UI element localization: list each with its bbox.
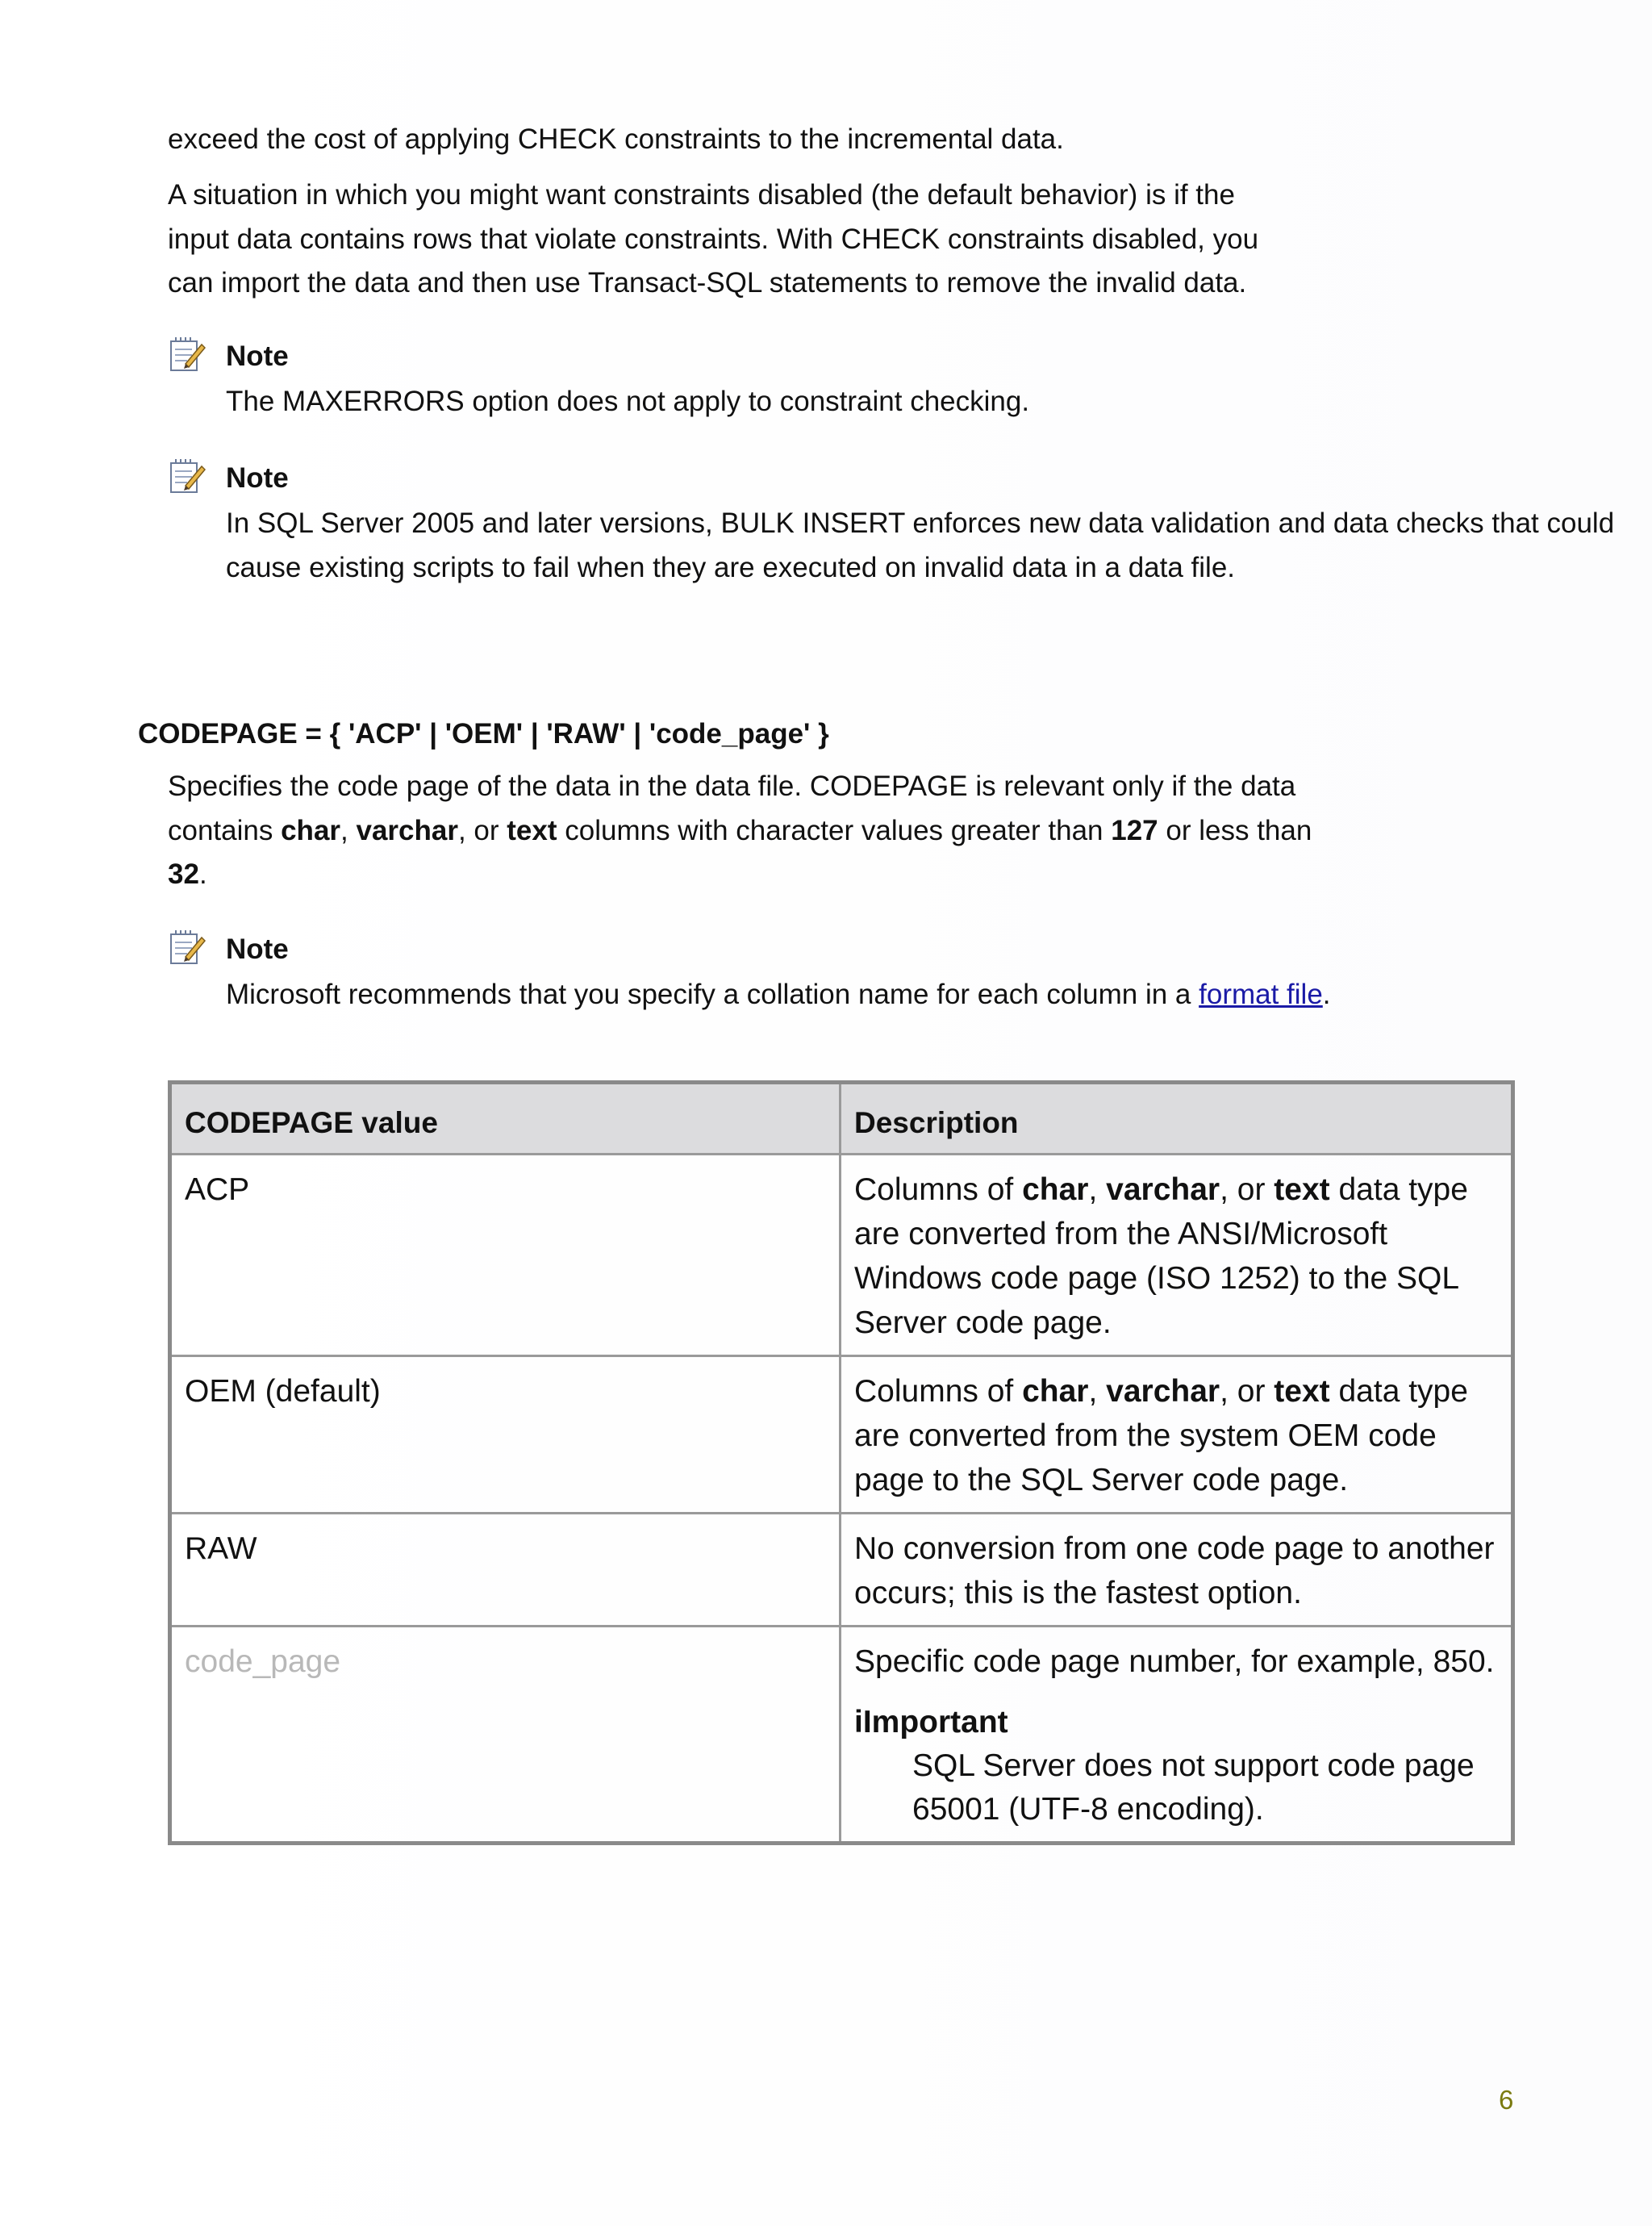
keyword-text: text [507,814,557,846]
codepage-value-cell: RAW [170,1514,841,1627]
keyword-varchar: varchar [356,814,458,846]
codepage-table [168,1080,1515,1845]
codepage-description: Specifies the code page of the data in the data file. CODEPAGE is relevant only if the data contains char, varchar, or text columns with character values greater than 127 or less than 32. [168,771,1312,890]
value-32: 32 [168,858,199,890]
table-header-row [170,1083,1513,1155]
column-header-codepage-value: CODEPAGE value [170,1083,841,1155]
note-title: Note [226,340,289,372]
table-row [170,1356,1513,1514]
description-cell: Columns of char, varchar, or text data type are converted from the system OEM code page to the SQL Server code page. [841,1356,1513,1514]
codepage-value-cell: code_page [170,1627,841,1844]
table-row [170,1155,1513,1356]
codepage-heading: CODEPAGE = { 'ACP' | 'OEM' | 'RAW' | 'code_page' } [138,718,829,750]
note-icon [168,457,206,495]
note-body: In SQL Server 2005 and later versions, BULK INSERT enforces new data validation and data checks that could cause existing scripts to fail when they are executed on invalid data in a data file. [226,507,1615,583]
table-row [170,1627,1513,1844]
note-body: The MAXERRORS option does not apply to constraint checking. [226,386,1030,417]
intro-paragraph: A situation in which you might want constraints disabled (the default behavior) is if the input data contains rows that violate constraints. With CHECK constraints disabled, you can import the data and then use Transact-SQL statements to remove the invalid data. [168,179,1259,299]
note-title: Note [226,462,289,494]
important-body: SQL Server does not support code page 65001 (UTF-8 encoding). [912,1748,1475,1827]
description-cell: Columns of char, varchar, or text data type are converted from the ANSI/Microsoft Windows code page (ISO 1252) to the SQL Server code page. [841,1155,1513,1356]
page-number: 6 [1499,2085,1514,2115]
format-file-link[interactable]: format file [1199,979,1323,1010]
description-cell: No conversion from one code page to another occurs; this is the fastest option. [841,1514,1513,1627]
keyword-char: char [281,814,341,846]
important-title: iImportant [854,1705,1008,1739]
codepage-value-cell: ACP [170,1155,841,1356]
note-icon [168,928,206,967]
codepage-value-cell: OEM (default) [170,1356,841,1514]
note-title: Note [226,933,289,965]
table-row [170,1514,1513,1627]
note-body: Microsoft recommends that you specify a collation name for each column in a format file. [226,979,1331,1010]
intro-line: exceed the cost of applying CHECK constraints to the incremental data. [168,123,1064,155]
description-text: Specific code page number, for example, 850. [854,1644,1495,1679]
value-127: 127 [1111,814,1158,846]
description-cell [841,1627,1513,1844]
note-icon [168,335,206,374]
column-header-description: Description [841,1083,1513,1155]
